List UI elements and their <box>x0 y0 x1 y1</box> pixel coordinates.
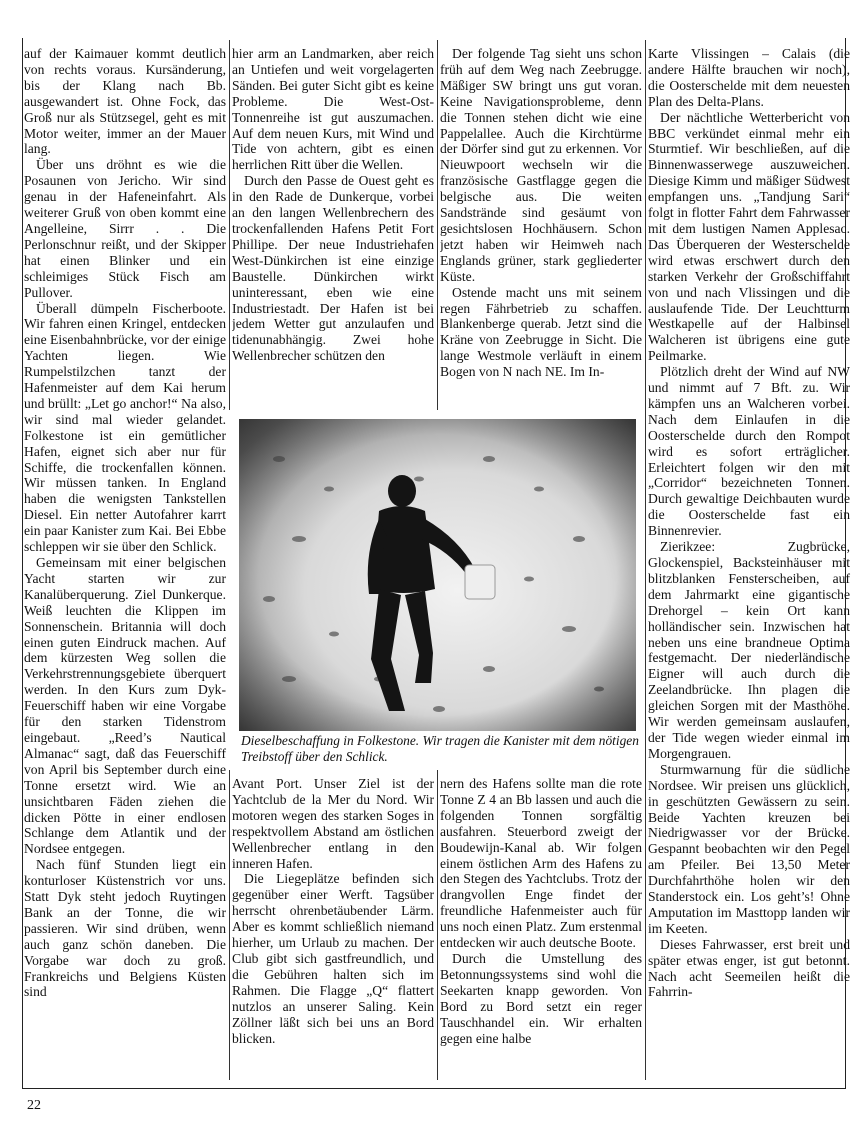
paragraph: Der nächtliche Wetterbericht von BBC verkündet einmal mehr ein Sturmtief. Wir beschließen, auf die Binnenwasserwege auszuweichen. Diesige Kimm und mäßiger Südwest empfangen uns. „Tandjung Sari“ folgt in flotter Fahrt dem Fahrwasser mit dem lustigen Namen Applesac. Das Überqueren der Westerschelde wird etwas erschwert durch den starken Verkehr der Großschiffahrt von und nach Vlissingen und die auslaufende Tide. Der Leuchtturm Westkapelle auf der Halbinsel Walcheren ist übrigens eine gute Peilmarke. <box>648 109 850 364</box>
article-column-3-top <box>440 46 642 406</box>
column-rule <box>645 40 646 1080</box>
column-rule <box>229 40 230 410</box>
paragraph: hier arm an Landmarken, aber reich an Untiefen und weit vorgelagerten Sänden. Bei guter Sicht gibt es keine Probleme. Die West-Ost-Tonnenreihe ist gut auszumachen. Auf dem neuen Kurs, mit Wind und Tide von achtern, gibt es einen herrlichen Ritt über die Wellen. <box>232 46 434 173</box>
paragraph: Durch die Umstellung des Betonnungssystems sind wohl die Seekarten knapp geworden. Von Bord zu Bord setzt ein reger Tauschhandel ein. Wir erhalten gegen eine halbe <box>440 950 642 1046</box>
article-column-1 <box>24 46 226 1076</box>
paragraph: Überall dümpeln Fischerboote. Wir fahren einen Kringel, entdecken eine Eisenbahnbrücke, vor der einige Yachten liegen. Wie Rumpelstilzchen tanzt der Hafenmeister auf dem Kai herum und brüllt: „Let go anchor!“ Na also, wir sind mal wieder gelandet. Folkestone ist ein gemütlicher Hafen, eignet sich aber nur für Schiffe, die trockenfallen können. Wir müssen tanken. In England haben die wenigsten Tankstellen Diesel. Ein netter Autofahrer karrt ein paar Kanister zum Kai. Bei Ebbe schleppen wir sie über den Schlick. <box>24 300 226 555</box>
column-rule <box>229 770 230 1080</box>
paragraph: Dieses Fahrwasser, erst breit und später etwas enger, ist gut betonnt. Nach acht Seemeilen heißt die Fahrrin- <box>648 936 850 1000</box>
paragraph: Durch den Passe de Ouest geht es in den Rade de Dunkerque, vorbei an den langen Wellenbrechern des trockenfallenden Hafens Petit Fort Phillipe. Der neue Industriehafen West-Dünkirchen ist eine einzige Baustelle. Dünkirchen wirkt uninteressant, eben wie eine Industriestadt. Der Hafen ist bei jedem Wetter gut anzulaufen und tidenunabhängig. Zwei hohe Wellenbrecher schützen den <box>232 173 434 364</box>
paragraph: Über uns dröhnt es wie die Posaunen von Jericho. Wir sind genau in der Hafeneinfahrt. Als weiterer Gruß von oben kommt eine Angelleine, Sirrr . . Die Perlonschnur reißt, und der Skipper hat einen Blinker und ein schleimiges Stück Fisch am Pullover. <box>24 157 226 300</box>
article-column-4 <box>648 46 850 1076</box>
paragraph: Der folgende Tag sieht uns schon früh auf dem Weg nach Zeebrugge. Mäßiger SW bringt uns gut voran. Keine Navigationsprobleme, denn die Tonnen stehen dicht wie eine Pappelallee. Auch die Kirchtürme der Dörfer sind gut zu erkennen. Vor Nieuwpoort wechseln wir die französische Gastflagge gegen die belgische aus. Die weiten Sandstrände sind gesäumt von gesichtslosen Hochhäusern. Schon jetzt haben wir Heimweh nach Englands grüner, stark gegliederter Küste. <box>440 46 642 284</box>
paragraph: Avant Port. Unser Ziel ist der Yachtclub de la Mer du Nord. Wir motoren wegen des starken Soges in respektvollem Abstand am östlichen Wellenbrecher entlang in den inneren Hafen. <box>232 776 434 871</box>
paragraph: Karte Vlissingen – Calais (die andere Hälfte brauchen wir noch), die Oosterschelde mit dem neuesten Plan des Delta-Plans. <box>648 46 850 109</box>
paragraph: Sturmwarnung für die südliche Nordsee. Wir preisen uns glücklich, in geschützten Gewässern zu sein. Beide Yachten kreuzen bei Niedrigwasser vor der Brücke. Gespannt beobachten wir den Pegel am Pfeiler. Bei 13,50 Meter Durchfahrthöhe holen wir den Standerstock ein. Los geht’s! Ohne Amputation im Masttopp landen wir im Keeten. <box>648 761 850 936</box>
article-column-2-top <box>232 46 434 406</box>
column-rule <box>437 770 438 1080</box>
paragraph: Plötzlich dreht der Wind auf NW und nimmt auf 7 Bft. zu. Wir kämpfen uns an Walcheren vorbei. Nach dem Einlaufen in die Oosterschelde durch den Rompot wird es sofort erträglicher. Erleichtert folgen wir den mit „Corridor“ bezeichneten Tonnen. Durch gewaltige Deichbauten wurde die Oosterschelde fast ein Binnenrevier. <box>648 364 850 539</box>
paragraph: nern des Hafens sollte man die rote Tonne Z 4 an Bb lassen und auch die folgenden Tonnen sorgfältig ausfahren. Steuerbord zweigt der Boudewijn-Kanal ab. Wir folgen einem östlichen Arm des Hafens zu den Stegen des Yachtclubs. Trotz der drangvollen Enge findet der freundliche Hafenmeister auch für uns noch einen Platz. Zum erstenmal entdecken wir auch deutsche Boote. <box>440 776 642 951</box>
column-rule <box>437 40 438 410</box>
article-column-3-bottom <box>440 776 642 1081</box>
paragraph: Ostende macht uns mit seinem regen Fährbetrieb zu schaffen. Blankenberge querab. Jetzt sind die Kräne von Zeebrugge in Sicht. Die lange Westmole verläuft in einem Bogen von N nach NE. Im In- <box>440 284 642 380</box>
photo-caption: Dieselbeschaffung in Folkestone. Wir tragen die Kanister mit dem nötigen Treibstoff über den Schlick. <box>241 733 639 764</box>
paragraph: Nach fünf Stunden liegt ein konturloser Küstenstrich vor uns. Statt Dyk steht jedoch Ruytingen Bank an der Tonne, die wir passieren. Wir sind drüben, wenn auch ganz schön daneben. Die Vorgabe war doch zu groß. Frankreichs und Belgiens Küsten sind <box>24 857 226 1000</box>
paragraph: Zierikzee: Zugbrücke, Glockenspiel, Backsteinhäuser mit blitzblanken Fensterscheiben, auf dem Jahrmarkt eine gigantische Drehorgel – kein Ort kann holländischer sein. Inzwischen hat neben uns eine brandneue Optima festgemacht. Der niederländische Eigner will auch durch die Zeelandbrücke. Ihn plagen die gleichen Sorgen mit der Masthöhe. Wir werden gemeinsam auslaufen, der Tide wegen wieder einmal im Morgengrauen. <box>648 539 850 761</box>
article-column-2-bottom <box>232 776 434 1081</box>
paragraph: auf der Kaimauer kommt deutlich von rechts voraus. Kursänderung, bis der Klang nach Bb. ausgewandert ist. Ohne Fock, das Groß nur als Stützsegel, geht es mit Motor weiter, immer an der Mauer lang. <box>24 46 226 157</box>
bottom-rule <box>22 1088 846 1089</box>
paragraph: Die Liegeplätze befinden sich gegenüber einer Werft. Tagsüber herrscht ohrenbetäubender Lärm. Aber es kommt schließlich niemand hierher, um Urlaub zu machen. Der Club gibt sich gastfreundlich, und die Gebühren halten sich im Rahmen. Die Flagge „Q“ flattert nutzlos an unserer Saling. Kein Zöllner läßt sich bei uns an Bord blicken. <box>232 871 434 1046</box>
page-number: 22 <box>27 1098 41 1113</box>
paragraph: Gemeinsam mit einer belgischen Yacht starten wir zur Kanalüberquerung. Ziel Dunkerque. Weiß leuchten die Klippen im Sonnenschein. Britannia will doch einen guten Eindruck machen. Auf dem kürzesten Weg sollen die Verkehrstrennungsgebiete überquert werden. In den Kurs zum Dyk-Feuerschiff haben wir eine Vorgabe für den starken Tidenstrom eingebaut. „Reed’s Nautical Almanac“ sagt, daß das Feuerschiff von April bis September durch eine Tonne ersetzt wird. Wie an unsichtbaren Fäden ziehen die dicken Pötte in einer endlosen Schlange dem Atlantik und der Nordsee entgegen. <box>24 555 226 857</box>
photo-diesel-folkestone <box>239 419 636 731</box>
